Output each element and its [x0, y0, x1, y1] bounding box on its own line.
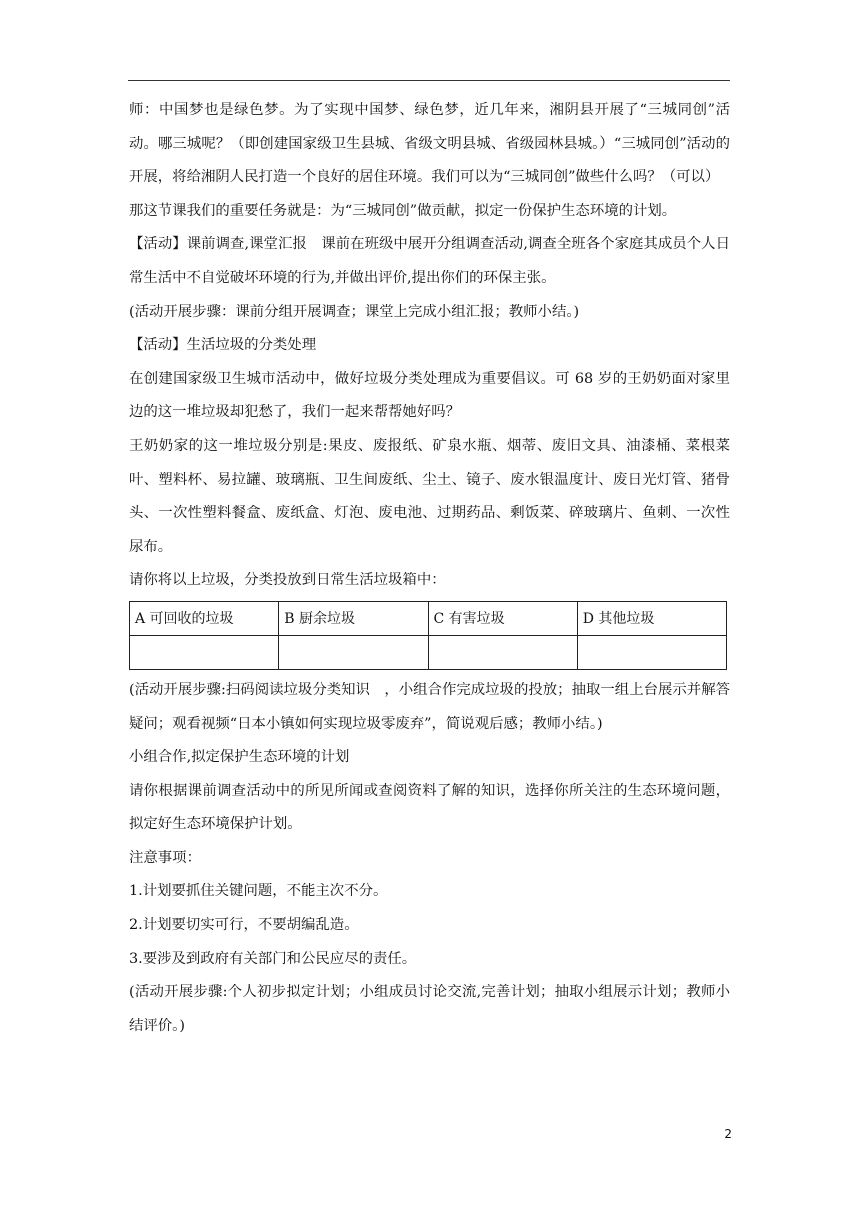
paragraph-task: 那这节课我们的重要任务就是：为“三城同创”做贡献，拟定一份保护生态环境的计划。 — [129, 202, 677, 219]
heading-plan: 小组合作,拟定保护生态环境的计划 — [129, 749, 350, 766]
paragraph-survey-steps: (活动开展步骤：课前分组开展调查；课堂上完成小组汇报；教师小结。) — [129, 303, 580, 320]
document-body — [129, 94, 730, 1043]
table-header-other: D 其他垃圾 — [577, 601, 726, 635]
table-row — [130, 635, 727, 669]
heading-activity-sorting: 【活动】生活垃圾的分类处理 — [129, 337, 317, 354]
note-item-1: 1.计划要抓住关键问题，不能主次不分。 — [129, 883, 388, 900]
note-item-3: 3.要涉及到政府有关部门和公民应尽的责任。 — [129, 950, 417, 967]
note-item-2: 2.计划要切实可行，不要胡编乱造。 — [129, 917, 359, 934]
table-header-row — [130, 601, 727, 635]
paragraph-activity-survey: 【活动】课前调查,课堂汇报 课前在班级中展开分组调查活动,调查全班各个家庭其成员个人日常生活中不自觉破坏环境的行为,并做出评价,提出你们的环保主张。 — [129, 236, 730, 286]
paragraph-plan-instructions: 请你根据课前调查活动中的所见所闻或查阅资料了解的知识，选择你所关注的生态环境问题，拟定好生态环境保护计划。 — [129, 782, 730, 833]
paragraph-garbage-list: 王奶奶家的这一堆垃圾分别是:果皮、废报纸、矿泉水瓶、烟蒂、废旧文具、油漆桶、菜根菜叶、塑料杯、易拉罐、玻璃瓶、卫生间废纸、尘土、镜子、废水银温度计、废日光灯管、猪骨头、一次性塑料餐盒、废纸盒、灯泡、废电池、过期药品、剩饭菜、碎玻璃片、鱼刺、一次性尿布。 — [129, 437, 730, 555]
table-cell-recyclable — [130, 635, 279, 669]
page-number: 2 — [724, 1127, 732, 1141]
paragraph-plan-steps: (活动开展步骤:个人初步拟定计划；小组成员讨论交流,完善计划；抽取小组展示计划；教师小结评价。) — [129, 984, 730, 1034]
table-cell-other — [577, 635, 726, 669]
garbage-sorting-table — [129, 601, 727, 670]
table-cell-kitchen — [279, 635, 428, 669]
header-rule — [128, 80, 730, 81]
table-header-kitchen: B 厨余垃圾 — [279, 601, 428, 635]
paragraph-sorting-prompt: 请你将以上垃圾，分类投放到日常生活垃圾箱中： — [129, 572, 446, 589]
paragraph-sorting-intro: 在创建国家级卫生城市活动中，做好垃圾分类处理成为重要倡议。可 68 岁的王奶奶面对家里边的这一堆垃圾却犯愁了，我们一起来帮帮她好吗？ — [129, 370, 730, 421]
paragraph-sorting-steps: (活动开展步骤:扫码阅读垃圾分类知识 ，小组合作完成垃圾的投放；抽取一组上台展示并解答疑问；观看视频“日本小镇如何实现垃圾零废弃”，简说观后感；教师小结。) — [129, 681, 730, 732]
table-header-recyclable: A 可回收的垃圾 — [130, 601, 279, 635]
table-header-hazardous: C 有害垃圾 — [428, 601, 577, 635]
table-cell-hazardous — [428, 635, 577, 669]
paragraph-intro: 师：中国梦也是绿色梦。为了实现中国梦、绿色梦，近几年来，湘阴县开展了“三城同创”活动。哪三城呢？（即创建国家级卫生县城、省级文明县城、省级园林县城。）“三城同创”活动的开展，将给湘阴人民打造一个良好的居住环境。我们可以为“三城同创”做些什么吗？（可以） — [129, 102, 730, 186]
heading-notes: 注意事项： — [129, 849, 201, 866]
